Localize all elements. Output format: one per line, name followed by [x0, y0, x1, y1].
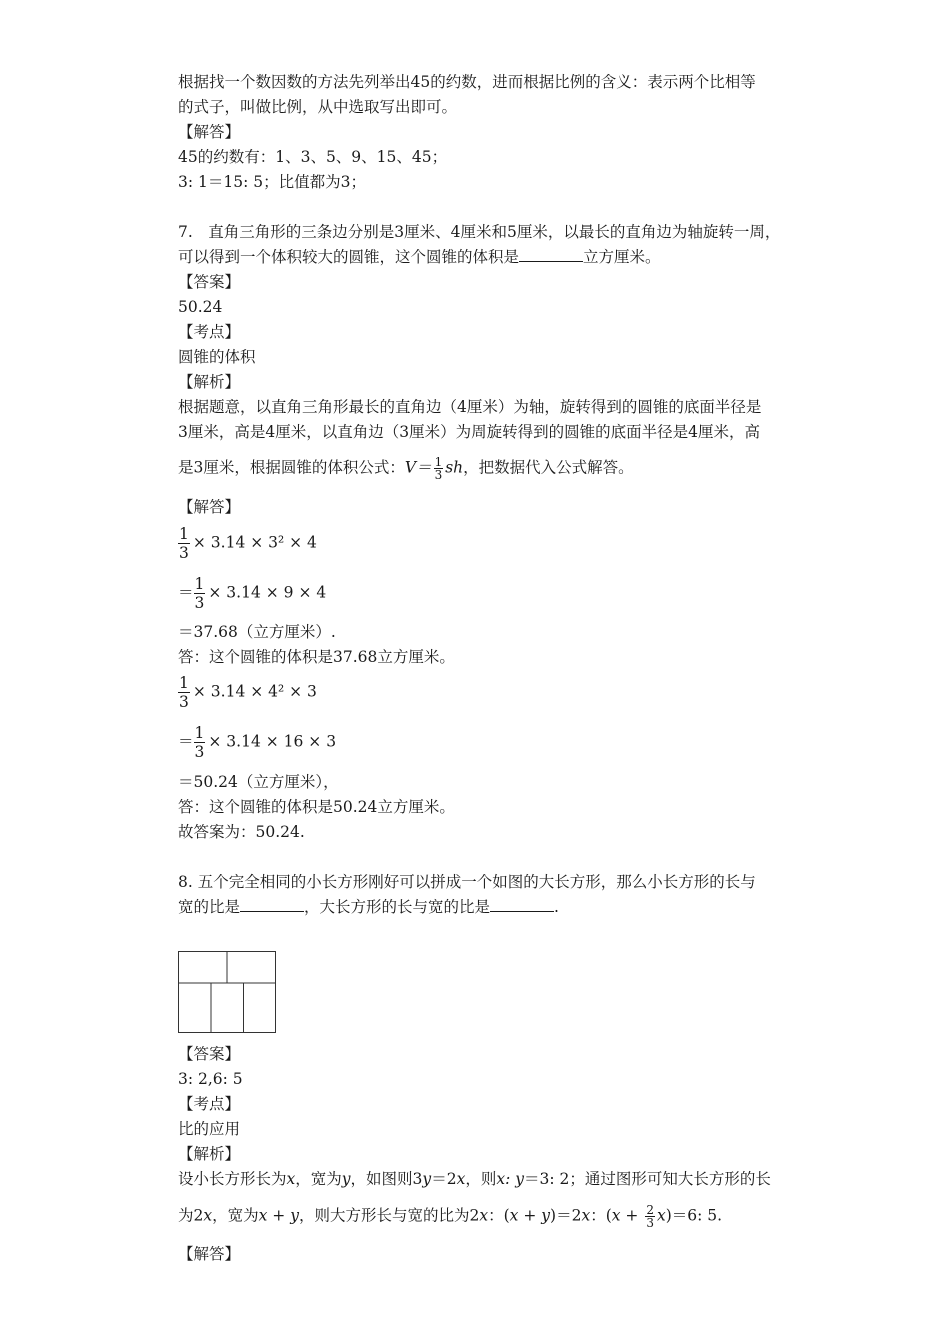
q8-question-line-1: 8. 五个完全相同的小长方形刚好可以拼成一个如图的大长方形，那么小长方形的长与 [178, 873, 756, 891]
answer-blank [490, 897, 554, 912]
q7-explain-line-3: 是3厘米，根据圆锥的体积公式：V＝ $\frac{1}{3}$ sh，把数据代入公式解答。 [178, 455, 634, 482]
q7-calc-6: ＝50.24（立方厘米）， [178, 773, 339, 791]
q7-final: 故答案为：50.24. [178, 823, 305, 841]
q6-solve-line-1: 45的约数有：1、3、5、9、15、45； [178, 148, 448, 166]
formula-v: V＝ [404, 458, 432, 477]
q7-calc-4: $\frac{1}{3}$ × 3.14 × 4² × 3 [179, 674, 317, 711]
q6-solve-line-2: 3: 1＝15: 5；比值都为3； [178, 173, 366, 191]
q7-question-line-2: 可以得到一个体积较大的圆锥，这个圆锥的体积是 立方厘米。 [178, 248, 661, 266]
q7-explain-line-1: 根据题意，以直角三角形最长的直角边（4厘米）为轴，旋转得到的圆锥的底面半径是 [178, 398, 762, 416]
q8-answer: 3: 2,6: 5 [178, 1070, 243, 1088]
answer-blank [519, 247, 583, 262]
q8-point: 比的应用 [178, 1120, 241, 1138]
q7-calc-3: ＝37.68（立方厘米）. [178, 623, 336, 641]
formula-fraction: $\frac{1}{3}$ [434, 455, 443, 482]
q7-answer-2: 答：这个圆锥的体积是50.24立方厘米。 [178, 798, 455, 816]
q8-solve-heading: 【解答】 [178, 1245, 241, 1263]
q7-solve-heading: 【解答】 [178, 498, 241, 516]
q7-answer: 50.24 [178, 298, 223, 316]
q8-explain-heading: 【解析】 [178, 1145, 241, 1163]
q7-answer-heading: 【答案】 [178, 273, 241, 291]
q7-calc-2: ＝ $\frac{1}{3}$ × 3.14 × 9 × 4 [178, 575, 327, 612]
q7-point: 圆锥的体积 [178, 348, 256, 366]
rectangle-figure [178, 951, 276, 1033]
q7-point-heading: 【考点】 [178, 323, 241, 341]
q8-question-line-2: 宽的比是 ，大长方形的长与宽的比是 . [178, 898, 559, 916]
formula-sh: sh [445, 458, 464, 477]
q7-explain-heading: 【解析】 [178, 373, 241, 391]
q7-calc-5: ＝ $\frac{1}{3}$ × 3.14 × 16 × 3 [178, 724, 337, 761]
q7-explain-line-2: 3厘米，高是4厘米，以直角边（3厘米）为周旋转得到的圆锥的底面半径是4厘米，高 [178, 423, 760, 441]
answer-blank [240, 897, 304, 912]
q7-answer-1: 答：这个圆锥的体积是37.68立方厘米。 [178, 648, 455, 666]
q6-explain-line-2: 的式子，叫做比例，从中选取写出即可。 [178, 98, 458, 116]
q8-answer-heading: 【答案】 [178, 1045, 241, 1063]
q8-explain-line-2: 为2x，宽为x + y，则大方形长与宽的比为2x：(x + y)＝2x：(x + $\frac{2}{3}$ x)＝6: 5. [178, 1203, 723, 1230]
q8-point-heading: 【考点】 [178, 1095, 241, 1113]
q6-solve-heading: 【解答】 [178, 123, 241, 141]
q7-calc-1: $\frac{1}{3}$ × 3.14 × 3² × 4 [179, 525, 317, 562]
q8-explain-line-1: 设小长方形长为x，宽为y，如图则3y＝2x，则x: y＝3: 2；通过图形可知大长方形的长 [178, 1170, 771, 1188]
q7-question-line-1: 7. 直角三角形的三条边分别是3厘米、4厘米和5厘米，以最长的直角边为轴旋转一周， [178, 223, 781, 241]
q6-explain-line-1: 根据找一个数因数的方法先列举出45的约数，进而根据比例的含义：表示两个比相等 [178, 73, 756, 91]
